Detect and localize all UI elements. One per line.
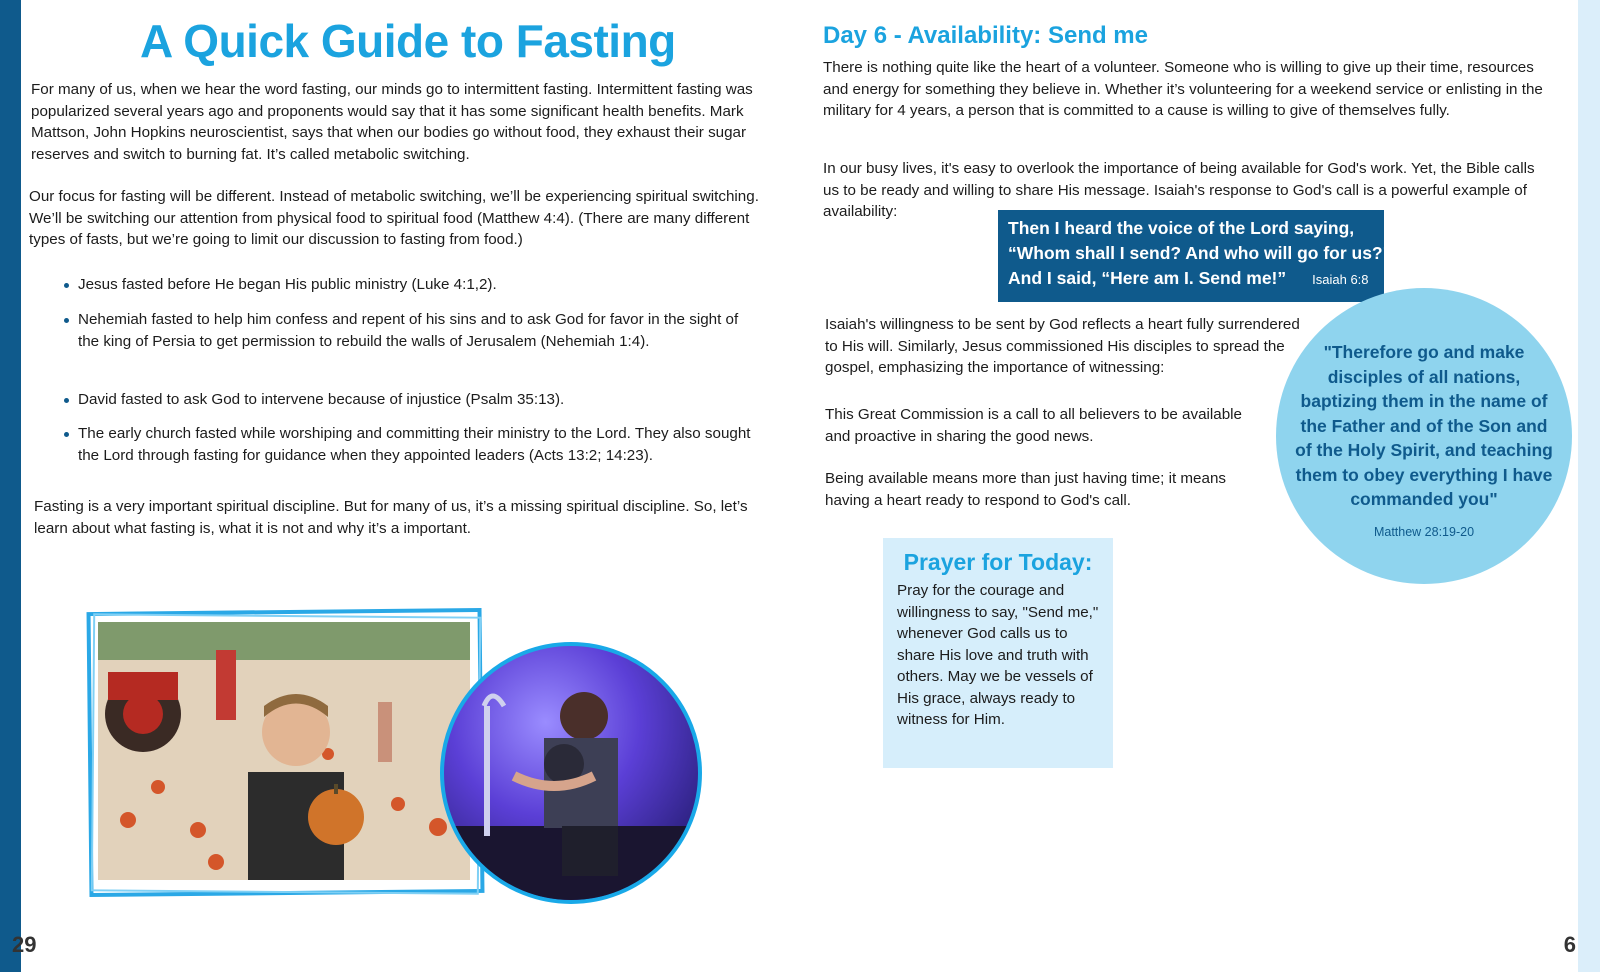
page-number-text: 29 xyxy=(12,932,37,957)
day-title: Day 6 - Availability: Send me xyxy=(823,22,1148,49)
page-number xyxy=(12,932,36,958)
fasting-examples-list xyxy=(60,309,760,352)
baptism-photo xyxy=(440,642,702,904)
fasting-examples-list xyxy=(60,423,760,466)
availability-paragraph: In our busy lives, it's easy to overlook the importance of being available for God's work. Yet, the Bible calls us to be ready and willing to share His message. Isaiah's response to God's call is a powerful example of availability: xyxy=(823,160,1535,220)
fasting-examples-list xyxy=(60,274,760,296)
page-title: A Quick Guide to Fasting xyxy=(140,15,676,67)
volunteer-paragraph: There is nothing quite like the heart of a volunteer. Someone who is willing to give up their time, resources and energy for something they believe in. Whether it’s volunteering for a weekend service or enlisting in the military for 4 years, a person that is committed to a cause is willing to give of themselves fully. xyxy=(823,59,1543,119)
intro-paragraph: For many of us, when we hear the word fasting, our minds go to intermittent fasting. Intermittent fasting was popularized several years ago and proponents would say that it has some significant health benefits. Mark Mattson, John Hopkins neuroscientist, says that when our bodies go without food, they exhaust their sugar reserves and switch to burning fat. It’s called metabolic switching. xyxy=(31,81,753,163)
great-commission-paragraph: This Great Commission is a call to all believers to be available and proactive in sharing the good news. xyxy=(825,406,1242,445)
left-page-edge xyxy=(0,0,21,972)
list-item: David fasted to ask God to intervene because of injustice (Psalm 35:13). xyxy=(60,389,760,411)
pumpkin-patch-image xyxy=(98,622,470,880)
page-number-text: 6 xyxy=(1563,932,1576,957)
quote-text: "Therefore go and make disciples of all nations, baptizing them in the name of the Father and of the Son and of the Holy Spirit, and teaching them to obey everything I have commanded you" xyxy=(1295,342,1553,509)
scripture-line: “Whom shall I send? And who will go for us?” xyxy=(1008,243,1392,263)
right-page-edge xyxy=(1578,0,1600,972)
pumpkin-patch-photo xyxy=(88,610,483,895)
prayer-title: Prayer for Today: xyxy=(903,549,1093,575)
prayer-text: Pray for the courage and willingness to say, "Send me," whenever God calls us to share His love and truth with others. May we be vessels of His grace, always ready to witness for Him. xyxy=(897,582,1099,728)
scripture-callout xyxy=(998,210,1392,302)
scripture-line: Then I heard the voice of the Lord saying, xyxy=(1008,218,1355,238)
scripture-line xyxy=(1008,266,1374,292)
being-available-paragraph: Being available means more than just having time; it means having a heart ready to respond to God's call. xyxy=(825,470,1226,509)
focus-paragraph: Our focus for fasting will be different. Instead of metabolic switching, we’ll be experiencing spiritual switching. We’ll be switching our attention from physical food to spiritual food (Matthew 4:4). (There are many different types of fasts, but we’re going to limit our discussion to fasting from food.) xyxy=(29,188,759,248)
list-item: Jesus fasted before He began His public ministry (Luke 4:1,2). xyxy=(60,274,760,296)
closing-paragraph: Fasting is a very important spiritual discipline. But for many of us, it’s a missing spiritual discipline. So, let’s learn about what fasting is, what it is not and why it’s a important. xyxy=(34,498,748,537)
scripture-text: And I said, “Here am I. Send me!” xyxy=(1008,268,1287,288)
page-number xyxy=(1564,932,1576,958)
pumpkin-patch-illustration xyxy=(98,622,470,880)
fasting-examples-list xyxy=(60,389,760,411)
scripture-reference: Isaiah 6:8 xyxy=(1312,272,1369,287)
prayer-box xyxy=(883,538,1113,768)
great-commission-quote xyxy=(1276,288,1572,584)
baptism-illustration xyxy=(444,646,698,900)
isaiah-paragraph: Isaiah's willingness to be sent by God reflects a heart fully surrendered to His will. Similarly, Jesus commissioned His disciples to spread the gospel, emphasizing the importance of witnessing: xyxy=(825,316,1300,376)
list-item: The early church fasted while worshiping and committing their ministry to the Lord. They also sought the Lord through fasting for guidance when they appointed leaders (Acts 13:2; 14:23). xyxy=(60,423,760,466)
quote-reference: Matthew 28:19-20 xyxy=(1373,525,1475,539)
list-item: Nehemiah fasted to help him confess and repent of his sins and to ask God for favor in the sight of the king of Persia to get permission to rebuild the walls of Jerusalem (Nehemiah 1:4). xyxy=(60,309,760,352)
